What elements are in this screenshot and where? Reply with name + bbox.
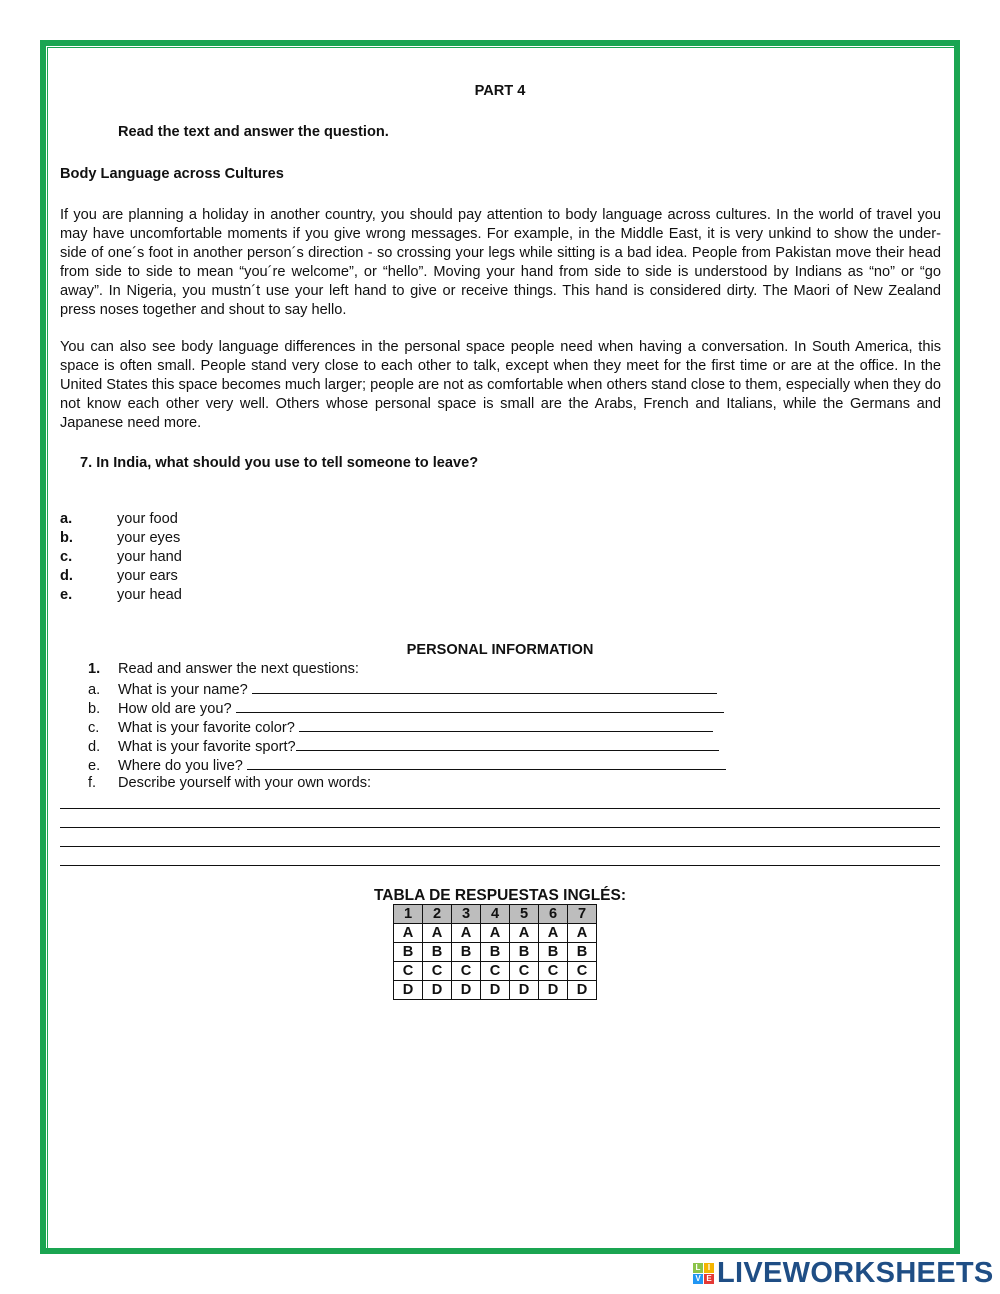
describe-answer-line-4[interactable]: [60, 865, 940, 866]
logo-badge-icon: L I V E: [693, 1263, 714, 1284]
header-cell: 7: [568, 905, 597, 924]
question-text: How old are you?: [118, 701, 236, 717]
answer-cell[interactable]: D: [423, 981, 452, 1000]
describe-answer-line-1[interactable]: [60, 808, 940, 809]
live-answer-line[interactable]: [247, 755, 726, 770]
liveworksheets-logo: [693, 1257, 994, 1290]
instruction: Read the text and answer the question.: [118, 124, 389, 140]
answer-cell[interactable]: B: [568, 943, 597, 962]
intro-number: 1.: [88, 661, 101, 677]
option-text: your ears: [117, 568, 178, 584]
answer-cell[interactable]: B: [481, 943, 510, 962]
sport-answer-line[interactable]: [296, 736, 719, 751]
answer-row-d: [394, 981, 597, 1000]
question-text: What is your favorite color?: [118, 720, 299, 736]
option-d[interactable]: [60, 567, 178, 586]
answer-cell[interactable]: C: [539, 962, 568, 981]
question-text: What is your name?: [118, 682, 252, 698]
header-cell: 5: [510, 905, 539, 924]
answer-cell[interactable]: C: [481, 962, 510, 981]
question-letter: d.: [88, 739, 101, 755]
question-7: 7. In India, what should you use to tell someone to leave?: [80, 455, 479, 471]
personal-question-f: [88, 774, 371, 793]
answer-cell[interactable]: D: [452, 981, 481, 1000]
answer-cell[interactable]: A: [539, 924, 568, 943]
answer-table-header: [394, 905, 597, 924]
describe-answer-line-2[interactable]: [60, 827, 940, 828]
header-cell: 6: [539, 905, 568, 924]
option-text: your food: [117, 511, 178, 527]
option-text: your eyes: [117, 530, 181, 546]
answer-row-c: [394, 962, 597, 981]
intro-text: Read and answer the next questions:: [118, 661, 359, 677]
answer-cell[interactable]: B: [510, 943, 539, 962]
answer-cell[interactable]: A: [481, 924, 510, 943]
question-letter: b.: [88, 701, 101, 717]
age-answer-line[interactable]: [236, 698, 724, 713]
answer-cell[interactable]: C: [568, 962, 597, 981]
question-letter: a.: [88, 682, 101, 698]
option-letter: e.: [60, 587, 73, 603]
answer-cell[interactable]: B: [394, 943, 423, 962]
answer-cell[interactable]: A: [394, 924, 423, 943]
answer-table-title: TABLA DE RESPUESTAS INGLÉS:: [373, 887, 627, 904]
option-text: your hand: [117, 549, 182, 565]
answer-row-b: [394, 943, 597, 962]
personal-question-e: [88, 755, 726, 776]
option-e[interactable]: [60, 586, 182, 605]
personal-question-c: [88, 717, 713, 738]
option-c[interactable]: [60, 548, 182, 567]
personal-question-d: [88, 736, 719, 757]
header-cell: 1: [394, 905, 423, 924]
name-answer-line[interactable]: [252, 679, 717, 694]
answer-cell[interactable]: A: [510, 924, 539, 943]
answer-table: [393, 904, 597, 1000]
question-letter: c.: [88, 720, 100, 736]
answer-cell[interactable]: A: [568, 924, 597, 943]
answer-cell[interactable]: D: [481, 981, 510, 1000]
option-letter: d.: [60, 568, 73, 584]
answer-cell[interactable]: A: [452, 924, 481, 943]
answer-cell[interactable]: B: [423, 943, 452, 962]
answer-cell[interactable]: B: [539, 943, 568, 962]
personal-question-b: [88, 698, 724, 719]
answer-row-a: [394, 924, 597, 943]
header-cell: 2: [423, 905, 452, 924]
header-cell: 4: [481, 905, 510, 924]
logo-text: LIVEWORKSHEETS: [717, 1257, 994, 1289]
reading-paragraph-2: You can also see body language differences in the personal space people need when having a conversation. In South America, this space is often small. People stand very close to each other to talk, except when they meet for the first time or are at the office. In the United States this space becomes much larger; people are not as comfortable when others stand close to them, especially when they do not know each other very well. Others whose personal space is small are the Arabs, French and Italians, while the Germans and Japanese need more.: [60, 339, 941, 431]
option-letter: c.: [60, 549, 73, 565]
reading-paragraph-1: If you are planning a holiday in another country, you should pay attention to body language across cultures. In the world of travel you may have uncomfortable moments if you give wrong messages. For example, in the Middle East, it is very unkind to show the under-side of one´s foot in another person´s direction - so crossing your legs while sitting is a bad idea. People from Pakistan move their head from side to side to mean “you´re welcome”, or “hello”. Moving your hand from side to side is understood by Indians as “no” or “go away”. In Nigeria, you mustn´t use your left hand to give or receive things. This hand is considered dirty. The Maori of New Zealand press noses together and shout to say hello.: [60, 207, 941, 318]
question-text: Where do you live?: [118, 758, 247, 774]
option-a[interactable]: [60, 510, 178, 529]
answer-cell[interactable]: C: [510, 962, 539, 981]
personal-info-title: PERSONAL INFORMATION: [406, 642, 594, 658]
answer-cell[interactable]: A: [423, 924, 452, 943]
option-letter: a.: [60, 511, 73, 527]
answer-cell[interactable]: D: [510, 981, 539, 1000]
question-text: Describe yourself with your own words:: [118, 775, 372, 791]
option-letter: b.: [60, 530, 73, 546]
question-text: What is your favorite sport?: [118, 739, 296, 755]
reading-title: Body Language across Cultures: [60, 166, 284, 182]
answer-cell[interactable]: D: [394, 981, 423, 1000]
question-letter: f.: [88, 775, 97, 791]
answer-cell[interactable]: C: [394, 962, 423, 981]
option-text: your head: [117, 587, 182, 603]
color-answer-line[interactable]: [299, 717, 713, 732]
part-title: PART 4: [474, 83, 526, 99]
answer-cell[interactable]: B: [452, 943, 481, 962]
personal-question-a: [88, 679, 717, 700]
answer-cell[interactable]: D: [568, 981, 597, 1000]
describe-answer-line-3[interactable]: [60, 846, 940, 847]
answer-cell[interactable]: D: [539, 981, 568, 1000]
question-letter: e.: [88, 758, 101, 774]
personal-intro: [88, 660, 359, 679]
answer-cell[interactable]: C: [452, 962, 481, 981]
option-b[interactable]: [60, 529, 180, 548]
header-cell: 3: [452, 905, 481, 924]
answer-cell[interactable]: C: [423, 962, 452, 981]
